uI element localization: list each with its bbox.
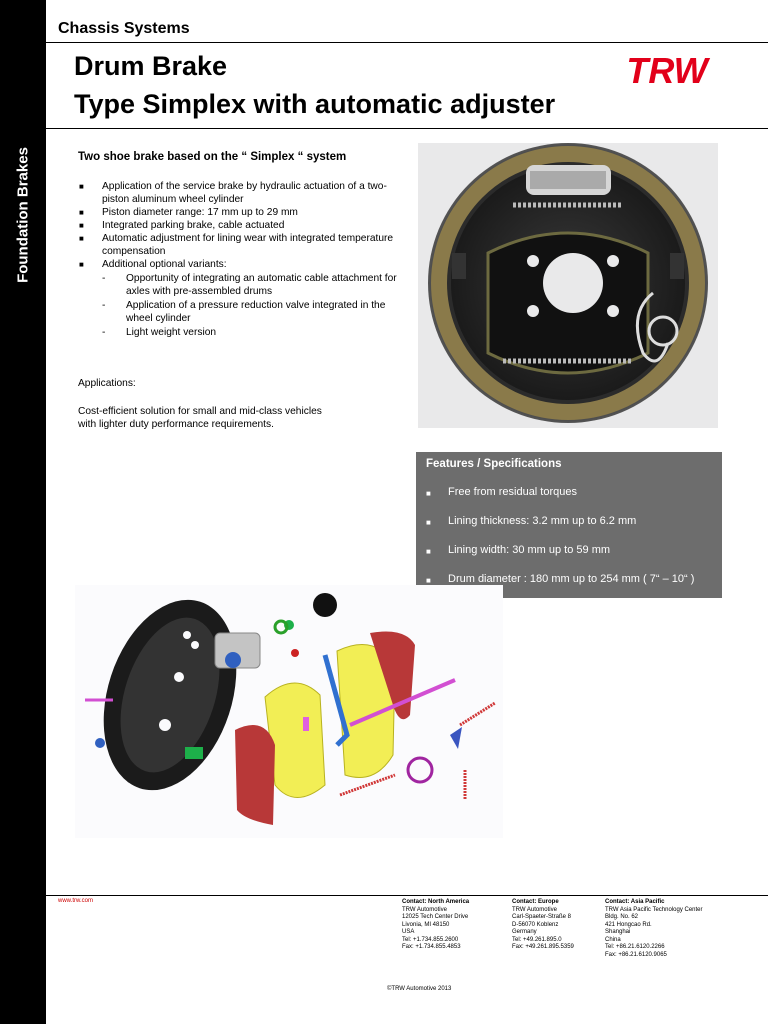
contact-heading: Contact: Europe <box>512 899 559 905</box>
bullet-marker: ■ <box>79 260 84 269</box>
list-item <box>78 258 408 339</box>
contact-line: D-56070 Koblenz <box>512 921 559 928</box>
sub-item-text: Opportunity of integrating an automatic cable attachment for axles with pre-assembled drums <box>126 273 397 297</box>
exploded-view-drawing <box>75 585 503 838</box>
feature-item: Lining width: 30 mm up to 59 mm <box>448 544 611 556</box>
list-item <box>78 180 408 206</box>
list-item <box>78 232 408 258</box>
bullet-marker: ■ <box>426 518 431 527</box>
footer-rule <box>46 895 768 896</box>
sub-item-text: Application of a pressure reduction valve integrated in the wheel cylinder <box>126 300 386 324</box>
drum-brake-photo-illustration <box>418 143 718 428</box>
contact-line: TRW Automotive <box>512 906 557 913</box>
contact-line: Tel: +86.21.6120.2266 <box>605 944 665 950</box>
header-rule-top <box>46 42 768 43</box>
bullet-text: Automatic adjustment for lining wear with integrated temperature compensation <box>102 233 394 257</box>
contact-line: Bldg. No. 62 <box>605 914 639 920</box>
contact-line: Livonia, MI 48150 <box>402 921 450 928</box>
contact-line: Fax: +86.21.6120.9065 <box>605 951 667 958</box>
bullet-text: Piston diameter range: 17 mm up to 29 mm <box>102 207 298 218</box>
contact-line: Tel: +1.734.855.2600 <box>402 936 459 943</box>
contact-line: China <box>605 936 621 943</box>
sub-list-item <box>102 299 408 325</box>
features-panel <box>416 452 722 598</box>
drum-brake-photo <box>418 143 718 428</box>
sidebar-label: Foundation Brakes <box>14 147 32 283</box>
bullet-marker: ■ <box>426 547 431 556</box>
contact-line: TRW Asia Pacific Technology Center <box>605 906 703 913</box>
trw-logo <box>612 52 722 92</box>
contact-line: 421 Hongcao Rd. <box>605 921 652 928</box>
website-link[interactable]: www.trw.com <box>58 898 94 904</box>
sidebar <box>0 0 46 1024</box>
applications-label: Applications: <box>78 378 136 389</box>
feature-item: Drum diameter : 180 mm up to 254 mm ( 7“ – 10“ ) <box>448 573 695 585</box>
feature-item: Free from residual torques <box>448 486 577 498</box>
section-title: Chassis Systems <box>58 20 190 37</box>
contact-north-america <box>402 899 469 952</box>
contact-europe <box>512 899 574 952</box>
dash-marker: - <box>102 300 106 311</box>
sub-list-item <box>102 272 408 298</box>
bullet-marker: ■ <box>426 576 431 585</box>
exploded-view-illustration <box>75 585 503 838</box>
bullet-marker: ■ <box>79 221 84 230</box>
contact-heading: Contact: North America <box>402 899 470 905</box>
sub-list-item <box>102 326 408 339</box>
list-item <box>78 219 408 232</box>
contact-line: Fax: +1.734.855.4853 <box>402 944 461 950</box>
contact-line: Shanghai <box>605 929 631 935</box>
dash-marker: - <box>102 273 106 284</box>
contact-line: USA <box>402 929 415 935</box>
header-rule-bottom <box>46 128 768 129</box>
bullet-marker: ■ <box>79 234 84 243</box>
variant-sub-list <box>102 272 408 339</box>
bullet-text: Application of the service brake by hydraulic actuation of a two-piston aluminum wheel cylinder <box>102 181 387 205</box>
feature-item: Lining thickness: 3.2 mm up to 6.2 mm <box>448 515 637 527</box>
contact-line: Germany <box>512 929 537 935</box>
page-title-line2: Type Simplex with automatic adjuster <box>74 89 556 119</box>
bullet-marker: ■ <box>79 182 84 191</box>
contact-line: Tel: +49.261.895.0 <box>512 936 562 943</box>
bullet-text: Integrated parking brake, cable actuated <box>102 220 285 231</box>
contact-heading: Contact: Asia Pacific <box>605 899 665 905</box>
list-item <box>78 206 408 219</box>
applications-text: Cost-efficient solution for small and mid-class vehicles with lighter duty performance requirements. <box>78 406 322 430</box>
sub-item-text: Light weight version <box>126 327 217 338</box>
copyright: ©TRW Automotive 2013 <box>387 986 452 992</box>
contact-line: Carl-Spaeter-Straße 8 <box>512 914 572 920</box>
trw-logo-text: TRW <box>626 52 708 91</box>
contact-asia-pacific <box>605 899 703 959</box>
bullet-text: Additional optional variants: <box>102 259 227 270</box>
contact-line: TRW Automotive <box>402 906 447 913</box>
page-title-line1: Drum Brake <box>74 51 228 81</box>
contact-line: 12025 Tech Center Drive <box>402 914 469 920</box>
bullet-marker: ■ <box>79 208 84 217</box>
intro-subheading: Two shoe brake based on the “ Simplex “ system <box>78 151 347 163</box>
feature-bullet-list <box>78 180 408 340</box>
bullet-marker: ■ <box>426 489 431 498</box>
dash-marker: - <box>102 327 106 338</box>
contact-line: Fax: +49.261.895.5359 <box>512 944 574 950</box>
features-heading: Features / Specifications <box>426 458 562 470</box>
